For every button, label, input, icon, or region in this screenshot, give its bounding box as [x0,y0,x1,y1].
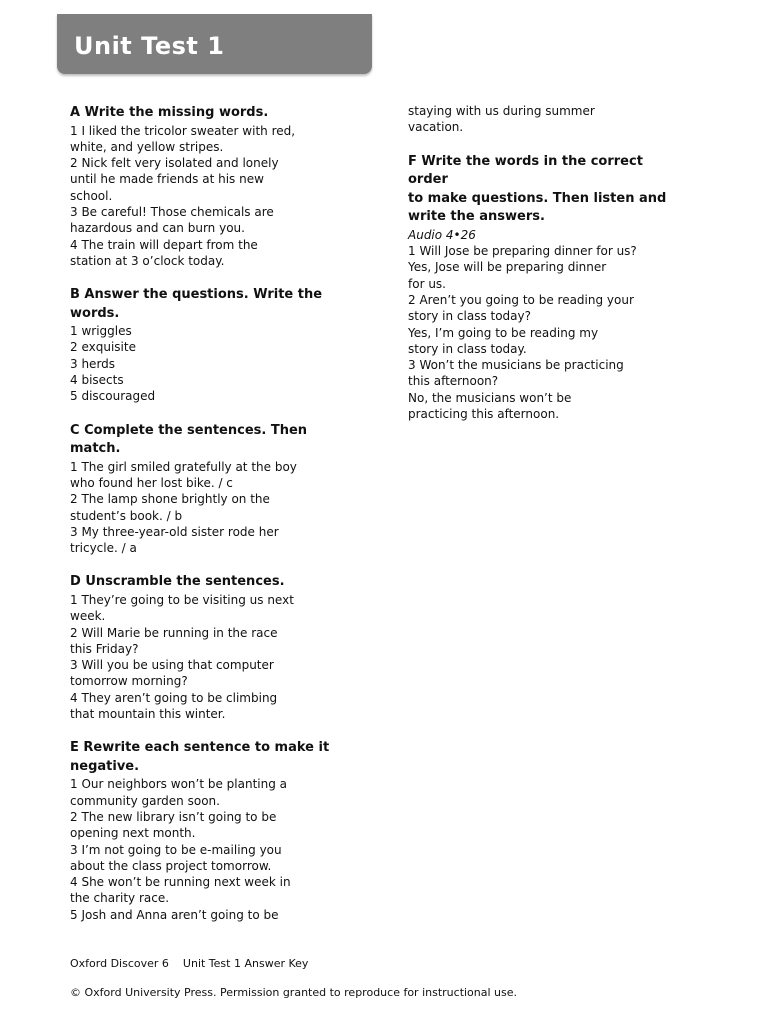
section-b [70,286,330,404]
answer-line: vacation. [408,120,464,135]
answer-line: until he made friends at his new [70,172,264,187]
answer-line: 3 My three-year-old sister rode her [70,524,279,539]
answer-line: 2 Aren’t you going to be reading your [408,292,634,307]
answer-line: 4 They aren’t going to be climbing [70,690,278,705]
answer-line: who found her lost bike. / c [70,475,233,490]
section-c [70,422,330,557]
page-title: Unit Test 1 [74,32,225,60]
section-heading: D Unscramble the sentences. [70,574,285,590]
answer-line: 5 discouraged [70,389,156,404]
answer-line: 1 Will Jose be preparing dinner for us? [408,244,637,259]
continued-answer [408,103,668,136]
answer-line: 1 The girl smiled gratefully at the boy [70,459,297,474]
section-e [70,739,330,923]
footer-key-title: Unit Test 1 Answer Key [182,957,309,970]
answer-line: 1 Our neighbors won’t be planting a [70,777,288,792]
answer-line: practicing this afternoon. [408,407,560,422]
section-heading: E Rewrite each sentence to make it [70,740,330,756]
right-column [408,103,668,439]
answer-line: No, the musicians won’t be [408,390,572,405]
answer-line: school. [70,188,113,203]
answer-line: the charity race. [70,891,170,906]
answer-line: 1 I liked the tricolor sweater with red, [70,123,296,138]
section-heading: write the answers. [408,209,545,225]
answer-line: student’s book. / b [70,508,183,523]
answer-line: white, and yellow stripes. [70,139,224,154]
section-heading: negative. [70,758,140,774]
section-a [70,104,330,269]
answer-line: this Friday? [70,641,139,656]
answer-line: for us. [408,276,446,291]
answer-line: 3 I’m not going to be e-mailing you [70,842,282,857]
answer-line: tricycle. / a [70,541,137,556]
answer-line: 1 wriggles [70,324,132,339]
answer-line: 4 bisects [70,373,124,388]
answer-line: this afternoon? [408,374,499,389]
answer-line: 5 Josh and Anna aren’t going to be [70,907,279,922]
answer-line: story in class today? [408,309,531,324]
answer-line: 2 Nick felt very isolated and lonely [70,156,279,171]
answer-line: about the class project tomorrow. [70,858,272,873]
answer-line: 3 Will you be using that computer [70,658,274,673]
answer-line: hazardous and can burn you. [70,221,245,236]
answer-line: opening next month. [70,826,196,841]
answer-line: community garden soon. [70,793,220,808]
answer-line: 2 The new library isn’t going to be [70,809,277,824]
answer-line: 3 herds [70,356,116,371]
audio-reference: Audio 4•26 [408,227,476,242]
section-heading: C Complete the sentences. Then [70,422,308,438]
section-heading: words. [70,305,120,321]
footer-copyright: © Oxford University Press. Permission granted to reproduce for instructional use. [70,986,518,999]
answer-line: 4 The train will depart from the [70,237,258,252]
answer-line: that mountain this winter. [70,707,226,722]
left-column [70,104,330,940]
answer-line: station at 3 o’clock today. [70,253,225,268]
answer-line: 3 Won’t the musicians be practicing [408,358,624,373]
answer-line: 3 Be careful! Those chemicals are [70,204,274,219]
section-f [408,153,668,423]
answer-line: staying with us during summer [408,104,595,118]
answer-line: 4 She won’t be running next week in [70,875,291,890]
footer-answer-key [70,957,308,970]
section-heading: F Write the words in the correct order [408,153,643,188]
section-heading: B Answer the questions. Write the [70,287,323,303]
section-heading: to make questions. Then listen and [408,190,667,206]
header-banner [57,14,372,74]
section-heading: A Write the missing words. [70,105,269,120]
answer-line: 2 exquisite [70,340,136,355]
answer-line: 2 Will Marie be running in the race [70,625,278,640]
footer-book-title: Oxford Discover 6 [70,957,169,970]
answer-line: week. [70,609,106,624]
answer-line: story in class today. [408,341,527,356]
section-heading: match. [70,441,121,457]
answer-line: Yes, I’m going to be reading my [408,325,599,340]
answer-line: Yes, Jose will be preparing dinner [408,260,607,275]
answer-line: 1 They’re going to be visiting us next [70,592,294,607]
section-d [70,573,330,722]
answer-line: 2 The lamp shone brightly on the [70,492,270,507]
answer-line: tomorrow morning? [70,674,188,689]
